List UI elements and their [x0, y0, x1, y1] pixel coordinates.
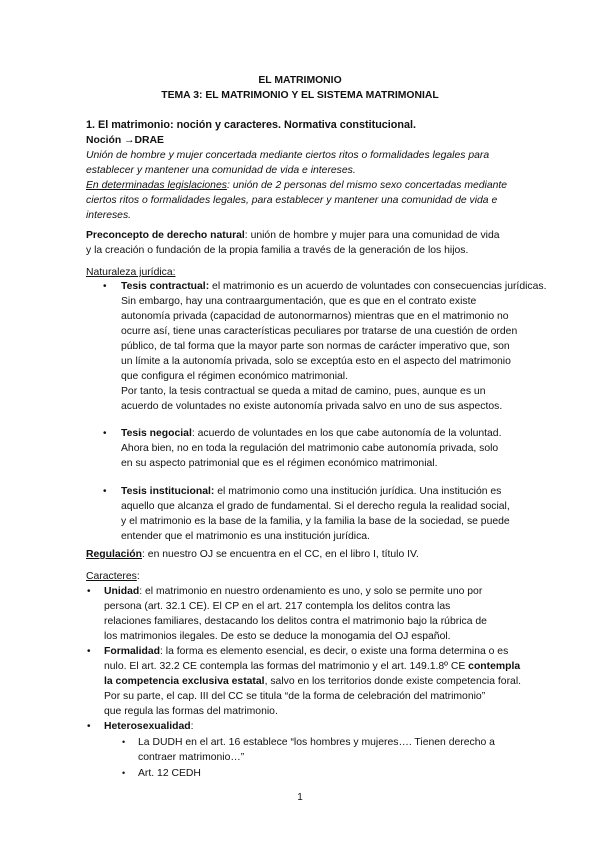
contractual-line: que configura el régimen económico matrimonial.: [121, 371, 348, 382]
unidad-line: los matrimonios ilegales. De esto se deduce la monogamia del OJ español.: [104, 631, 451, 642]
formalidad-line: Por su parte, el cap. III del CC se titula “de la forma de celebración del matrimonio”: [104, 691, 486, 702]
bullet-icon: •: [103, 486, 107, 497]
sub-item-line: La DUDH en el art. 16 establece “los hombres y mujeres…. Tienen derecho a: [138, 737, 495, 748]
contractual-line: acuerdo de voluntades no existe autonomía privada salvo en uno de sus aspectos.: [121, 401, 503, 412]
caracteres-heading: Caracteres:: [86, 571, 140, 582]
sub-bullet-icon: •: [122, 768, 126, 778]
legislation-definition-line: En determinadas legislaciones: unión de 2 personas del mismo sexo concertadas mediante: [86, 180, 508, 191]
contractual-line: Por tanto, la tesis contractual se queda a mitad de camino, pues, aunque es un: [121, 386, 486, 397]
contractual-line: Sin embargo, hay una contraargumentación, que es que en el contrato existe: [121, 296, 477, 307]
bullet-icon: •: [87, 721, 91, 732]
bullet-icon: •: [87, 586, 91, 597]
contractual-paragraph: Tesis contractual: el matrimonio es un acuerdo de voluntades con consecuencias jurídicas.: [121, 281, 547, 292]
bullet-icon: •: [103, 281, 107, 292]
preconcepto-line: y la creación o fundación de la propia familia a través de la generación de los hijos.: [86, 245, 469, 256]
institucional-line: aquello que alcanza el grado de fundamental. Si el derecho regula la realidad social,: [121, 501, 510, 512]
sub-item-line: contraer matrimonio…”: [138, 752, 245, 763]
hetero-paragraph: Heterosexualidad:: [104, 721, 194, 732]
formalidad-line: nulo. El art. 32.2 CE contempla las formas del matrimonio y el art. 149.1.8º CE contempla: [104, 661, 521, 672]
negocial-line: Ahora bien, no en toda la regulación del matrimonio cabe autonomía privada, solo: [121, 443, 499, 454]
negocial-line: en su aspecto patrimonial que es el régimen económico matrimonial.: [121, 458, 438, 469]
unidad-label: Unidad: [104, 586, 140, 597]
sub-item-line: Art. 12 CEDH: [138, 768, 201, 779]
document-title: EL MATRIMONIO: [258, 75, 342, 86]
legislation-label: En determinadas legislaciones: [86, 180, 227, 191]
formalidad-line: que regula las formas del matrimonio.: [104, 706, 278, 717]
section-heading: 1. El matrimonio: noción y caracteres. Normativa constitucional.: [86, 119, 416, 131]
unidad-line: persona (art. 32.1 CE). El CP en el art. 217 contempla los delitos contra las: [104, 601, 451, 612]
contractual-line: un límite a la autonomía privada, solo se exceptúa esto en el aspecto del matrimonio: [121, 356, 511, 367]
contractual-label: Tesis contractual:: [121, 281, 210, 292]
bullet-icon: •: [87, 646, 91, 657]
contractual-line: ocurre así, tiene unas características peculiares por tratarse de una cuestión de orden: [121, 326, 518, 337]
drae-definition-line: establecer y mantener una comunidad de vida e intereses.: [86, 165, 356, 176]
negocial-label: Tesis negocial: [121, 428, 192, 439]
institucional-paragraph: Tesis institucional: el matrimonio como una institución jurídica. Una institución es: [121, 486, 502, 497]
institucional-line: entender que el matrimonio es una institución jurídica.: [121, 531, 370, 542]
preconcepto-label: Preconcepto de derecho natural: [86, 230, 245, 241]
regulacion-label: Regulación: [86, 549, 143, 560]
contractual-line: público, de tal forma que la mayor parte son normas de carácter imperativo que, son: [121, 341, 510, 352]
formalidad-label: Formalidad: [104, 646, 161, 657]
regulacion-paragraph: Regulación: en nuestro OJ se encuentra en el CC, en el libro I, título IV.: [86, 549, 419, 560]
bullet-icon: •: [103, 428, 107, 439]
drae-definition-line: Unión de hombre y mujer concertada mediante ciertos ritos o formalidades legales para: [86, 150, 490, 161]
institucional-label: Tesis institucional:: [121, 486, 215, 497]
page-number: 1: [297, 792, 303, 803]
preconcepto-paragraph: Preconcepto de derecho natural: unión de hombre y mujer para una comunidad de vida: [86, 230, 500, 241]
legislation-definition-line: ciertos ritos o formalidades legales, para establecer y mantener una comunidad de vida e: [86, 195, 498, 206]
formalidad-line: la competencia exclusiva estatal, salvo en los territorios donde existe competencia foral.: [104, 676, 522, 687]
hetero-label: Heterosexualidad: [104, 721, 191, 732]
sub-bullet-icon: •: [122, 737, 126, 747]
unidad-line: relaciones familiares, destacando los delitos contra el matrimonio bajo la rúbrica de: [104, 616, 487, 627]
document-subtitle: TEMA 3: EL MATRIMONIO Y EL SISTEMA MATRIMONIAL: [161, 90, 439, 101]
unidad-paragraph: Unidad: el matrimonio en nuestro ordenamiento es uno, y solo se permite uno por: [104, 586, 483, 597]
negocial-paragraph: Tesis negocial: acuerdo de voluntades en los que cabe autonomía de la voluntad.: [121, 428, 502, 439]
nocion-label: Noción →DRAE: [86, 135, 164, 146]
naturaleza-heading: Naturaleza jurídica:: [86, 267, 176, 278]
contractual-line: autonomía privada (capacidad de autonormarnos) mientras que en el matrimonio no: [121, 311, 509, 322]
formalidad-paragraph: Formalidad: la forma es elemento esencial, es decir, o existe una forma determina o es: [104, 646, 509, 657]
legislation-definition-line: intereses.: [86, 210, 132, 221]
institucional-line: y el matrimonio es la base de la familia, y la familia la base de la sociedad, se puede: [121, 516, 510, 527]
